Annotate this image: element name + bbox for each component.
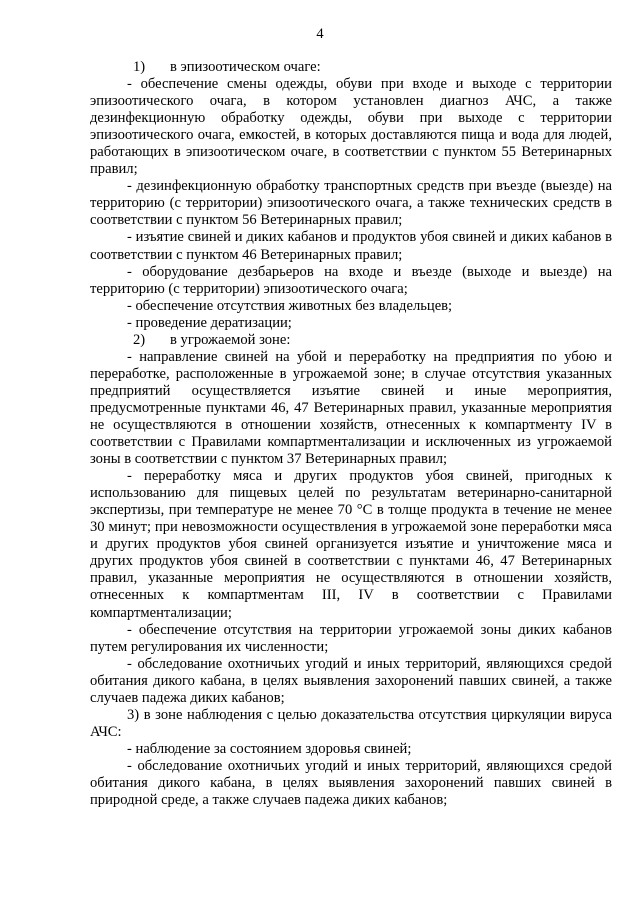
paragraph: - переработку мяса и других продуктов убоя свиней, пригодных к использованию для пищевых целей по результатам ветеринарно-санитарной экспертизы, при температуре не менее 70 °С в толще продукта в течение не менее 30 минут; при невозможности осуществления в угрожаемой зоне переработки мяса и других продуктов убоя свиней организуется изъятие и уничтожение мяса и других продуктов убоя свиней в соответствии с пунктами 46, 47 Ветеринарных правил, указанные мероприятия не осуществляются в отношении хозяйств, отнесенных к компартментам III, IV в соответствии с Правилами компартментализации; [90,468,612,621]
paragraph: - обследование охотничьих угодий и иных территорий, являющихся средой обитания дикого кабана, в целях выявления захоронений павших свиней в природной среде, а также случаев падежа диких кабанов; [90,757,612,809]
document-body [90,59,612,809]
section-2-title: в угрожаемой зоне: [170,331,291,348]
paragraph: - дезинфекционную обработку транспортных средств при въезде (выезде) на территорию (с территории) эпизоотического очага, а также технических средств в соответствии с пунктом 56 Ветеринарных правил; [90,178,612,229]
section-1-heading [90,59,612,76]
paragraph: - проведение дератизации; [127,314,292,331]
section-3-intro: 3) в зоне наблюдения с целью доказательства отсутствия циркуляции вируса АЧС: [90,706,612,740]
paragraph: - обеспечение смены одежды, обуви при входе и выходе с территории эпизоотического очага, в котором установлен диагноз АЧС, а также дезинфекционную обработку одежды, обуви при выходе с территории эпизоотического очага, емкостей, в которых доставляются пища и вода для людей, работающих в эпизоотическом очаге, в соответствии с пунктом 55 Ветеринарных правил; [90,76,612,178]
section-2-heading [90,332,612,349]
paragraph: - изъятие свиней и диких кабанов и продуктов убоя свиней и диких кабанов в соответствии с пунктом 46 Ветеринарных правил; [90,229,612,263]
section-1-title: в эпизоотическом очаге: [170,59,321,75]
paragraph: - направление свиней на убой и переработку на предприятия по убою и переработке, расположенные в угрожаемой зоне; в случае отсутствия указанных предприятий осуществляется изъятие свиней и иные мероприятия, предусмотренные пунктами 46, 47 Ветеринарных правил, указанные мероприятия не осуществляются в отношении хозяйств, отнесенных к компартменту IV в соответствии с Правилами компартментализации и исключенных из угрожаемой зоны в соответствии с пунктом 37 Ветеринарных правил; [90,348,612,468]
paragraph: - оборудование дезбарьеров на входе и въезде (выходе и выезде) на территорию (с территории) эпизоотического очага; [90,263,612,297]
section-2-number: 2) [133,331,146,348]
paragraph: - обеспечение отсутствия животных без владельцев; [127,297,453,314]
paragraph: - наблюдение за состоянием здоровья свиней; [127,740,412,757]
page-number: 4 [316,26,324,42]
paragraph: - обследование охотничьих угодий и иных территорий, являющихся средой обитания дикого кабана, в целях выявления захоронений павших свиней, а также случаев падежа диких кабанов; [90,655,612,706]
section-1-number: 1) [133,59,146,75]
paragraph: - обеспечение отсутствия на территории угрожаемой зоны диких кабанов путем регулирования их численности; [90,621,612,655]
